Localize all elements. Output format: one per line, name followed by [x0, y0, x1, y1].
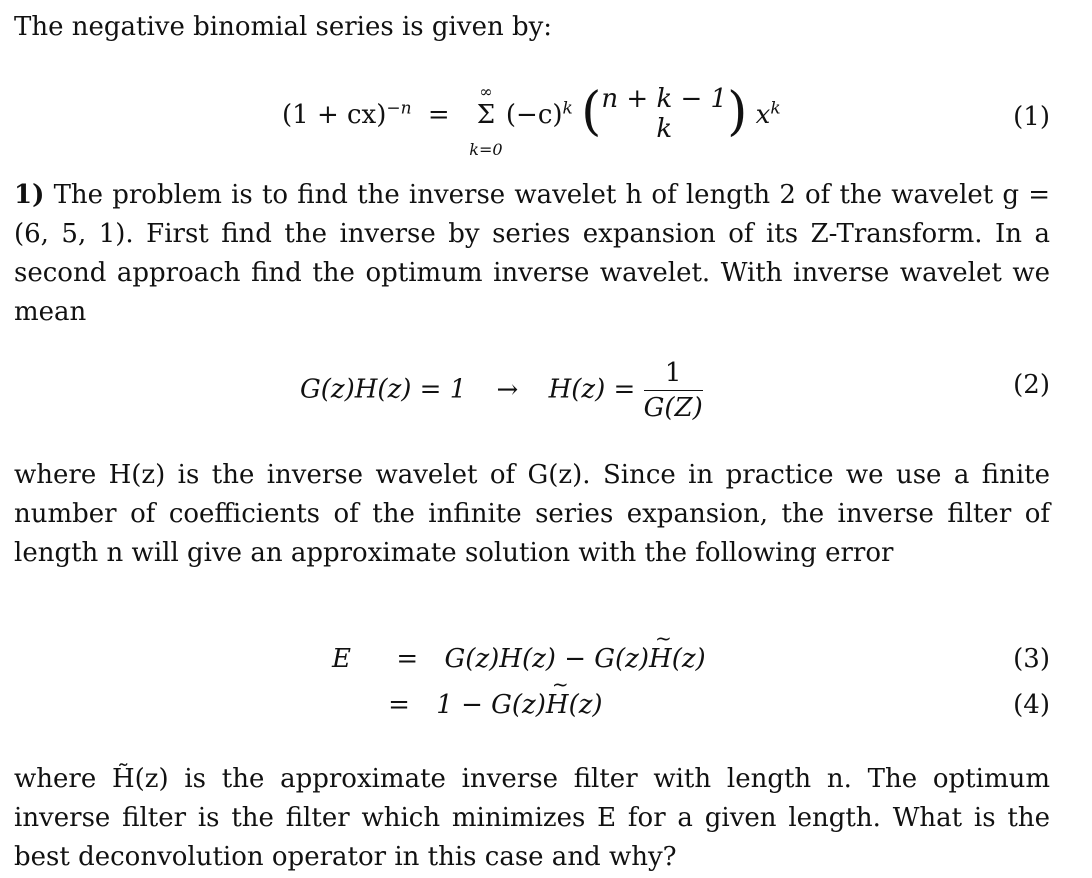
eq1-binomial	[601, 84, 727, 144]
eq1-binomial-bottom: k	[656, 114, 673, 144]
eq4-number: (4)	[1013, 690, 1050, 720]
eq1-number: (1)	[1013, 102, 1050, 132]
equation-1: (1 + cx)$^{-n}$ = ∞ Σ k=0 $(-c)^k$ ( n + k − 1 k ) $x^k$	[282, 82, 781, 159]
eq2-number: (2)	[1013, 370, 1050, 400]
eq4-equals: =	[388, 690, 410, 720]
eq2-arrow: →	[496, 374, 519, 405]
optimum-paragraph: where H̃(z) is the approximate inverse filter with length n. The optimum inverse filter is the filter which minimizes E for a given length. What is the best deconvolution operator in this case and why?	[14, 764, 1050, 872]
eq2-lhs: G(z)H(z) = 1	[300, 374, 467, 405]
problem-paragraph	[14, 176, 1050, 332]
eq3-number: (3)	[1013, 644, 1050, 674]
eq1-sum-symbol: Σ	[476, 100, 496, 130]
eq1-sum-upper: ∞	[479, 82, 493, 101]
eq1-binomial-top: n + k − 1	[601, 84, 728, 114]
intro-text: The negative binomial series is given by:	[14, 12, 553, 42]
eq2-denominator: G(Z)	[643, 393, 703, 423]
eq1-x: x	[755, 100, 771, 130]
equation-4	[370, 690, 603, 720]
eq1-lhs: (1 + cx)	[282, 100, 387, 130]
eq1-term-exponent: k	[562, 98, 573, 119]
error-paragraph: where H(z) is the inverse wavelet of G(z). Since in practice we use a finite number of coefficients of the infinite series expansion, the inverse filter of length n will give an approximate solution with the following error	[14, 460, 1050, 568]
problem-number: 1)	[14, 180, 45, 210]
equation-2	[300, 358, 703, 423]
eq1-sum	[466, 82, 506, 159]
eq3-rhs-b: (z)	[671, 644, 706, 674]
eq1-lhs-exponent: −n	[386, 98, 412, 119]
eq3-h-tilde: ~ H	[649, 644, 672, 674]
eq2-fraction	[644, 358, 703, 423]
eq2-rhs: H(z) =	[548, 374, 636, 405]
problem-text: The problem is to find the inverse wavelet h of length 2 of the wavelet g = (6, 5, 1). First find the inverse by series expansion of its Z-Transform. In a second approach find the optimum inverse wavelet. With inverse wavelet we mean	[14, 180, 1050, 327]
eq4-rhs-b: (z)	[568, 690, 603, 720]
eq1-x-exponent: k	[770, 98, 781, 119]
eq3-rhs-a: G(z)H(z) − G(z)	[444, 644, 650, 674]
eq1-equals: =	[427, 100, 450, 130]
eq3-lhs: E	[332, 644, 351, 674]
eq2-numerator: 1	[644, 358, 703, 391]
equation-3	[332, 644, 706, 674]
eq4-h-tilde: ~ H	[546, 690, 569, 720]
eq4-rhs-a: 1 − G(z)	[436, 690, 546, 720]
eq1-sum-lower: k=0	[469, 140, 503, 159]
eq3-equals: =	[396, 644, 419, 674]
eq1-term: (−c)	[505, 100, 563, 130]
